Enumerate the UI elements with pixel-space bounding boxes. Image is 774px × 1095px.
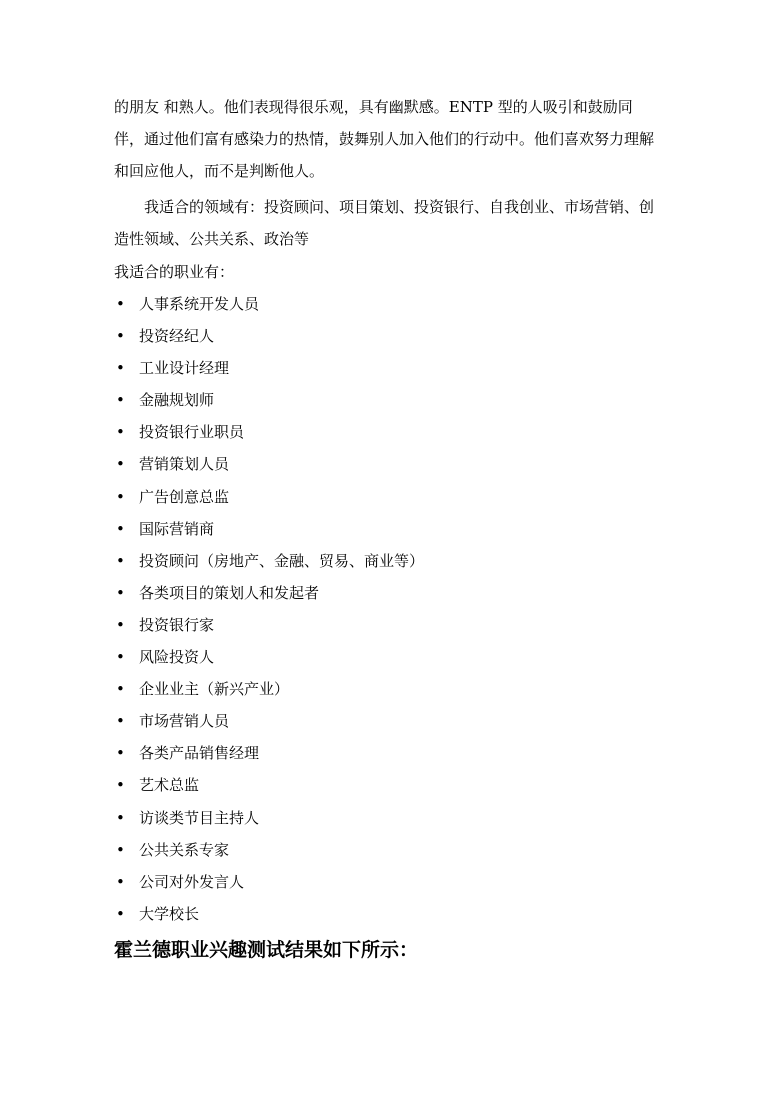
career-label: 企业业主（新兴产业）	[139, 680, 290, 699]
career-label: 公共关系专家	[139, 840, 230, 859]
career-list-item	[114, 802, 424, 834]
bullet-icon: •	[116, 615, 125, 634]
career-list-item	[114, 288, 424, 320]
career-label: 访谈类节目主持人	[139, 808, 260, 827]
career-label: 广告创意总监	[139, 487, 230, 506]
career-list-item	[114, 545, 424, 577]
bullet-icon: •	[116, 551, 125, 570]
bullet-icon: •	[116, 680, 125, 699]
bullet-icon: •	[116, 872, 125, 891]
bullet-icon: •	[116, 840, 125, 859]
bullet-icon: •	[116, 455, 125, 474]
career-label: 风险投资人	[139, 648, 215, 667]
career-label: 各类产品销售经理	[139, 744, 260, 763]
career-label: 市场营销人员	[139, 712, 230, 731]
bullet-icon: •	[116, 391, 125, 410]
career-list-item	[114, 481, 424, 513]
bullet-icon: •	[116, 648, 125, 667]
career-list-item	[114, 641, 424, 673]
career-label: 艺术总监	[139, 776, 200, 795]
career-list-item	[114, 352, 424, 384]
career-list-item	[114, 898, 424, 930]
career-label: 工业设计经理	[139, 359, 230, 378]
section-title: 霍兰德职业兴趣测试结果如下所示：	[114, 939, 419, 961]
bullet-icon: •	[116, 295, 125, 313]
career-label: 各类项目的策划人和发起者	[139, 583, 320, 602]
career-label: 金融规划师	[139, 391, 215, 410]
career-list-item	[114, 320, 424, 352]
bullet-icon: •	[116, 583, 125, 602]
bullet-icon: •	[116, 744, 125, 763]
career-list-item	[114, 705, 424, 737]
career-label: 营销策划人员	[139, 455, 230, 474]
career-label: 投资经纪人	[139, 327, 215, 346]
career-label: 投资银行业职员	[139, 423, 245, 442]
career-list-item	[114, 609, 424, 641]
bullet-icon: •	[116, 359, 125, 378]
career-label: 国际营销商	[139, 519, 215, 538]
career-list	[114, 288, 424, 930]
bullet-icon: •	[116, 808, 125, 827]
career-label: 公司对外发言人	[139, 872, 245, 891]
bullet-icon: •	[116, 519, 125, 538]
career-label: 投资顾问（房地产、金融、贸易、商业等）	[139, 551, 425, 570]
bullet-icon: •	[116, 327, 125, 346]
career-list-item	[114, 673, 424, 705]
career-list-item	[114, 513, 424, 545]
career-list-item	[114, 577, 424, 609]
bullet-icon: •	[116, 423, 125, 442]
bullet-icon: •	[116, 712, 125, 731]
bullet-icon: •	[116, 776, 125, 795]
career-label: 大学校长	[139, 904, 200, 923]
career-list-item	[114, 384, 424, 416]
career-list-item	[114, 834, 424, 866]
bullet-icon: •	[116, 487, 125, 506]
careers-heading: 我适合的职业有：	[114, 263, 235, 281]
bullet-icon: •	[116, 904, 125, 923]
career-label: 投资银行家	[139, 615, 215, 634]
fields-paragraph: 我适合的领域有：投资顾问、项目策划、投资银行、自我创业、市场营销、创造性领域、公共关系、政治等	[114, 198, 655, 248]
career-list-item	[114, 448, 424, 480]
career-list-item	[114, 416, 424, 448]
career-label: 人事系统开发人员	[139, 295, 260, 313]
career-list-item	[114, 866, 424, 898]
career-list-item	[114, 769, 424, 801]
career-list-item	[114, 737, 424, 769]
intro-paragraph: 的朋友 和熟人。他们表现得很乐观，具有幽默感。ENTP 型的人吸引和鼓励同伴，通过他们富有感染力的热情，鼓舞别人加入他们的行动中。他们喜欢努力理解和回应他人，而不是判断他人。	[114, 98, 655, 180]
